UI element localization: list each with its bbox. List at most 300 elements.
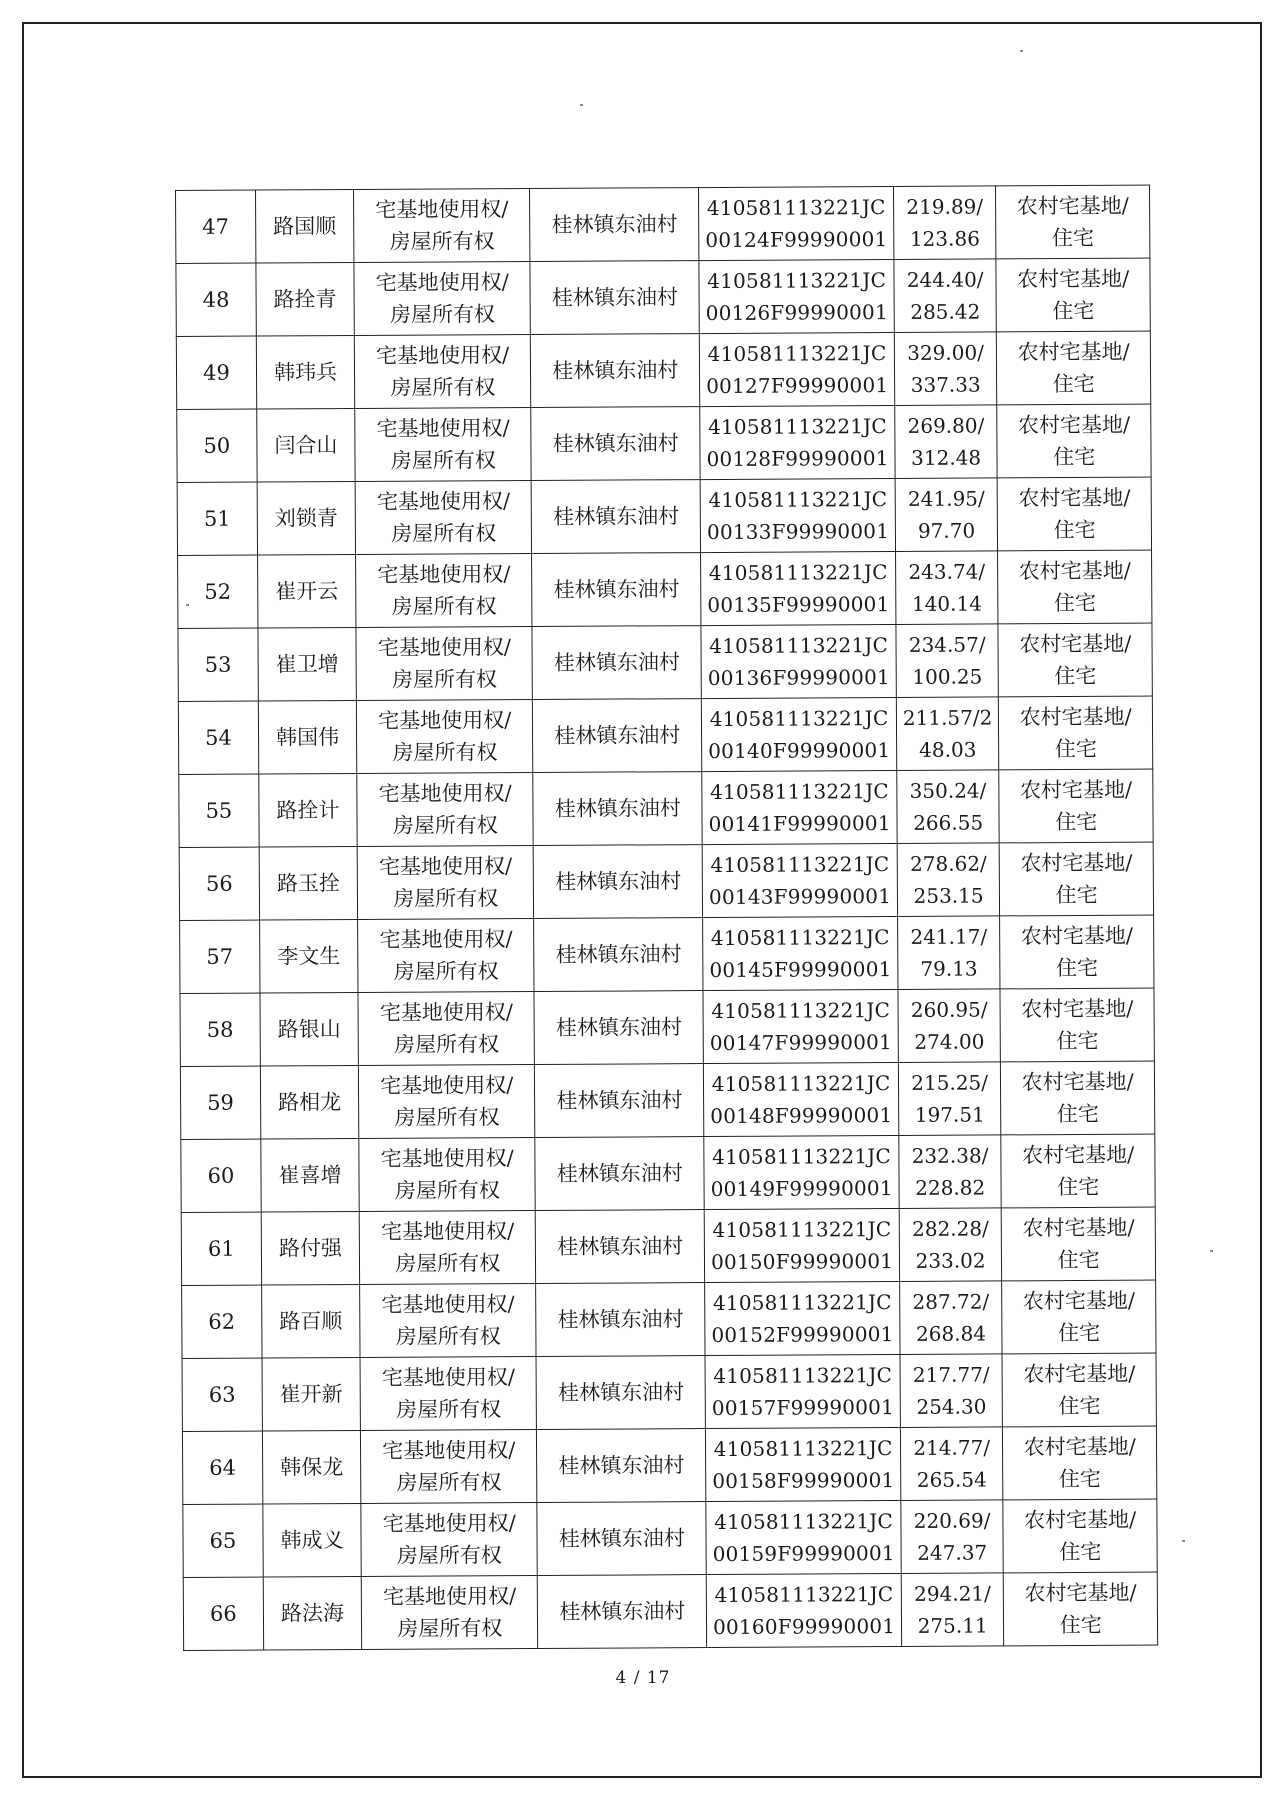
land-use-cell-line: 农村宅基地/ — [1019, 704, 1132, 730]
location-cell: 桂林镇东油村 — [534, 918, 703, 992]
area-cell — [901, 1500, 1004, 1574]
right-type-cell-line: 房屋所有权 — [390, 448, 496, 473]
right-type-cell — [356, 627, 533, 701]
unit-code-cell-line: 410581113221JC — [707, 341, 887, 367]
owner-name-cell: 崔喜增 — [261, 1138, 360, 1212]
right-type-cell — [357, 773, 534, 847]
land-use-cell-line: 住宅 — [1055, 955, 1099, 981]
area-cell — [897, 843, 1000, 917]
unit-code-cell — [699, 259, 894, 333]
land-use-cell — [1002, 1207, 1156, 1281]
row-number-cell: 58 — [180, 993, 260, 1066]
location-cell: 桂林镇东油村 — [537, 1429, 706, 1503]
land-use-cell — [1001, 1061, 1155, 1135]
unit-code-cell — [702, 697, 897, 771]
unit-code-cell-line: 00135F99990001 — [707, 592, 890, 618]
location-cell: 桂林镇东油村 — [536, 1356, 705, 1430]
right-type-cell — [361, 1502, 538, 1576]
area-cell — [897, 770, 1000, 844]
land-use-cell-line: 住宅 — [1052, 371, 1095, 397]
unit-code-cell-line: 00147F99990001 — [709, 1030, 893, 1056]
land-use-cell-line: 住宅 — [1057, 1174, 1100, 1200]
area-cell — [897, 916, 1000, 990]
land-use-cell-line: 农村宅基地/ — [1018, 485, 1131, 511]
area-cell-line: 329.00/ — [907, 340, 984, 365]
land-use-cell-line: 住宅 — [1056, 1101, 1099, 1127]
right-type-cell-line: 宅基地使用权/ — [383, 1584, 517, 1609]
unit-code-cell — [705, 1281, 900, 1355]
location-cell: 桂林镇东油村 — [531, 334, 700, 408]
owner-name-cell: 韩玮兵 — [256, 335, 355, 409]
table-row — [179, 769, 1153, 847]
area-cell — [898, 989, 1001, 1063]
right-type-cell-line: 宅基地使用权/ — [378, 781, 512, 806]
land-use-cell-line: 住宅 — [1058, 1393, 1101, 1419]
owner-name-cell: 韩国伟 — [258, 700, 357, 774]
owner-name-cell: 路国顺 — [255, 190, 354, 264]
land-use-cell — [996, 258, 1150, 332]
right-type-cell — [357, 846, 534, 920]
unit-code-cell-line: 410581113221JC — [710, 779, 889, 805]
area-cell-line: 79.13 — [920, 956, 978, 981]
land-use-cell — [1004, 1572, 1158, 1646]
land-use-cell — [998, 550, 1152, 624]
location-cell: 桂林镇东油村 — [534, 845, 703, 919]
right-type-cell — [360, 1284, 537, 1358]
unit-code-cell — [706, 1500, 901, 1574]
unit-code-cell-line: 00152F99990001 — [711, 1322, 894, 1348]
unit-code-cell — [705, 1354, 900, 1428]
area-cell-line: 269.80/ — [907, 413, 985, 438]
table-row — [182, 1353, 1156, 1431]
land-use-cell-line: 住宅 — [1053, 517, 1096, 543]
right-type-cell-line: 宅基地使用权/ — [380, 1146, 514, 1171]
land-use-cell-line: 农村宅基地/ — [1021, 1142, 1135, 1168]
land-use-cell — [1002, 1280, 1156, 1354]
page-number: 4 / 17 — [615, 1668, 671, 1688]
right-type-cell-line: 房屋所有权 — [390, 375, 496, 400]
right-type-cell-line: 宅基地使用权/ — [376, 343, 510, 368]
location-cell: 桂林镇东油村 — [530, 188, 699, 262]
table-row — [176, 185, 1150, 263]
right-type-cell-line: 宅基地使用权/ — [375, 197, 509, 222]
land-use-cell-line: 住宅 — [1053, 444, 1096, 470]
right-type-cell — [361, 1575, 538, 1649]
unit-code-cell-line: 00128F99990001 — [706, 446, 889, 472]
owner-name-cell: 路相龙 — [260, 1065, 359, 1139]
right-type-cell-line: 宅基地使用权/ — [379, 927, 513, 952]
area-cell-line: 228.82 — [915, 1175, 986, 1200]
right-type-cell — [357, 700, 534, 774]
area-cell-line: 285.42 — [910, 299, 981, 324]
land-use-cell-line: 农村宅基地/ — [1017, 339, 1130, 365]
area-cell — [896, 624, 999, 698]
land-use-cell — [1000, 988, 1154, 1062]
area-cell-line: 140.14 — [911, 591, 982, 616]
land-use-cell — [999, 842, 1153, 916]
owner-name-cell: 路法海 — [263, 1576, 362, 1650]
unit-code-cell-line: 410581113221JC — [712, 1217, 892, 1243]
area-cell-line: 241.17/ — [910, 924, 988, 949]
right-type-cell-line: 房屋所有权 — [394, 1178, 500, 1203]
right-type-cell — [354, 262, 531, 336]
area-cell-line: 254.30 — [916, 1394, 987, 1419]
unit-code-cell-line: 00126F99990001 — [705, 300, 888, 326]
unit-code-cell-line: 00143F99990001 — [708, 884, 892, 910]
row-number-cell: 54 — [178, 701, 258, 774]
area-cell — [896, 697, 999, 771]
land-use-cell-line: 住宅 — [1058, 1466, 1101, 1492]
scan-speck — [1020, 50, 1023, 52]
unit-code-cell — [707, 1573, 902, 1647]
right-type-cell-line: 房屋所有权 — [393, 959, 499, 984]
land-use-cell — [997, 404, 1151, 478]
unit-code-cell-line: 00127F99990001 — [706, 373, 889, 399]
right-type-cell-line: 房屋所有权 — [396, 1470, 502, 1495]
land-use-cell-line: 住宅 — [1055, 809, 1098, 835]
land-use-cell-line: 农村宅基地/ — [1017, 266, 1130, 292]
row-number-cell: 59 — [180, 1066, 260, 1139]
land-use-cell — [999, 769, 1153, 843]
unit-code-cell-line: 00149F99990001 — [710, 1176, 893, 1202]
land-use-cell-line: 住宅 — [1056, 1028, 1099, 1054]
table-row — [177, 404, 1151, 482]
land-use-cell-line: 农村宅基地/ — [1021, 996, 1134, 1022]
unit-code-cell-line: 410581113221JC — [707, 414, 887, 440]
table-row — [178, 696, 1152, 774]
area-cell — [894, 332, 997, 406]
unit-code-cell — [700, 332, 895, 406]
area-cell — [895, 405, 998, 479]
unit-code-cell — [701, 624, 896, 698]
land-use-cell-line: 住宅 — [1054, 736, 1097, 762]
right-type-cell-line: 宅基地使用权/ — [380, 1219, 515, 1244]
unit-code-cell-line: 410581113221JC — [710, 925, 890, 951]
right-type-cell-line: 宅基地使用权/ — [377, 635, 511, 660]
area-cell — [900, 1354, 1003, 1428]
land-use-cell — [997, 477, 1151, 551]
unit-code-cell — [700, 478, 895, 552]
area-cell-line: 211.57/2 — [902, 705, 993, 730]
row-number-cell: 63 — [182, 1358, 262, 1431]
unit-code-cell-line: 00133F99990001 — [706, 519, 890, 545]
right-type-cell-line: 房屋所有权 — [396, 1397, 502, 1422]
right-type-cell-line: 房屋所有权 — [392, 813, 498, 838]
land-use-cell-line: 农村宅基地/ — [1021, 1069, 1134, 1095]
area-cell-line: 260.95/ — [910, 997, 988, 1022]
owner-name-cell: 闫合山 — [257, 408, 356, 482]
area-cell-line: 100.25 — [912, 664, 983, 689]
row-number-cell: 51 — [177, 482, 257, 555]
unit-code-cell — [699, 186, 894, 260]
unit-code-cell — [701, 551, 896, 625]
land-use-cell-line: 农村宅基地/ — [1019, 777, 1133, 803]
location-cell: 桂林镇东油村 — [531, 480, 700, 554]
land-use-cell-line: 农村宅基地/ — [1016, 193, 1129, 219]
area-cell — [899, 1208, 1002, 1282]
owner-name-cell: 刘锁青 — [257, 481, 356, 555]
right-type-cell — [360, 1357, 537, 1431]
unit-code-cell-line: 00148F99990001 — [710, 1103, 893, 1129]
table-row — [176, 331, 1150, 409]
area-cell — [895, 478, 998, 552]
unit-code-cell-line: 410581113221JC — [709, 706, 889, 732]
area-cell-line: 234.57/ — [908, 632, 986, 657]
right-type-cell-line: 宅基地使用权/ — [380, 1073, 514, 1098]
unit-code-cell-line: 410581113221JC — [712, 1144, 892, 1170]
area-cell-line: 241.95/ — [907, 486, 985, 511]
right-type-cell-line: 房屋所有权 — [396, 1543, 502, 1568]
right-type-cell-line: 宅基地使用权/ — [381, 1365, 515, 1390]
right-type-cell-line: 宅基地使用权/ — [376, 489, 511, 514]
land-use-cell-line: 住宅 — [1054, 663, 1097, 689]
land-use-cell-line: 农村宅基地/ — [1017, 412, 1131, 438]
right-type-cell — [359, 1065, 536, 1139]
area-cell-line: 232.38/ — [911, 1143, 989, 1168]
location-cell: 桂林镇东油村 — [533, 772, 702, 846]
area-cell-line: 244.40/ — [906, 267, 984, 292]
unit-code-cell — [700, 405, 895, 479]
row-number-cell: 61 — [181, 1212, 261, 1285]
unit-code-cell — [702, 843, 897, 917]
property-rights-table — [175, 185, 1158, 1651]
right-type-cell-line: 宅基地使用权/ — [378, 854, 513, 879]
unit-code-cell-line: 410581113221JC — [714, 1582, 894, 1608]
unit-code-cell-line: 410581113221JC — [713, 1363, 893, 1389]
right-type-cell-line: 房屋所有权 — [394, 1105, 500, 1130]
area-cell-line: 278.62/ — [909, 851, 987, 876]
location-cell: 桂林镇东油村 — [531, 407, 700, 481]
owner-name-cell: 崔开云 — [257, 554, 356, 628]
table-row — [182, 1426, 1156, 1504]
unit-code-cell-line: 00124F99990001 — [705, 227, 888, 253]
land-use-cell — [999, 696, 1153, 770]
right-type-cell-line: 房屋所有权 — [395, 1251, 501, 1276]
owner-name-cell: 路银山 — [260, 992, 359, 1066]
scan-speck — [580, 104, 583, 106]
area-cell-line: 233.02 — [915, 1248, 986, 1273]
area-cell-line: 197.51 — [914, 1102, 985, 1127]
unit-code-cell-line: 00140F99990001 — [708, 738, 891, 764]
area-cell-line: 247.37 — [917, 1540, 988, 1565]
unit-code-cell-line: 00157F99990001 — [711, 1395, 895, 1421]
right-type-cell-line: 宅基地使用权/ — [382, 1511, 516, 1536]
unit-code-cell — [706, 1427, 901, 1501]
row-number-cell: 49 — [176, 336, 256, 409]
area-cell — [898, 1062, 1001, 1136]
row-number-cell: 48 — [176, 263, 256, 336]
land-use-cell — [996, 185, 1150, 259]
unit-code-cell-line: 00150F99990001 — [710, 1249, 894, 1275]
area-cell — [893, 186, 996, 260]
right-type-cell — [361, 1429, 538, 1503]
unit-code-cell — [702, 770, 897, 844]
land-use-cell-line: 农村宅基地/ — [1018, 558, 1131, 584]
area-cell — [900, 1427, 1003, 1501]
right-type-cell — [359, 1138, 536, 1212]
unit-code-cell — [704, 1062, 899, 1136]
right-type-cell-line: 房屋所有权 — [391, 594, 497, 619]
unit-code-cell — [704, 1135, 899, 1209]
land-use-cell — [997, 331, 1151, 405]
land-use-cell-line: 农村宅基地/ — [1024, 1507, 1137, 1533]
right-type-cell — [355, 335, 532, 409]
owner-name-cell: 韩成义 — [263, 1503, 362, 1577]
unit-code-cell-line: 410581113221JC — [707, 268, 887, 294]
area-cell-line: 243.74/ — [908, 559, 986, 584]
right-type-cell — [355, 481, 532, 555]
right-type-cell — [354, 189, 531, 263]
land-use-cell-line: 农村宅基地/ — [1023, 1361, 1136, 1387]
table-row — [179, 842, 1153, 920]
scan-speck — [1210, 1250, 1213, 1252]
row-number-cell: 50 — [177, 409, 257, 482]
owner-name-cell: 崔卫增 — [258, 627, 357, 701]
right-type-cell-line: 宅基地使用权/ — [375, 270, 509, 295]
unit-code-cell — [703, 916, 898, 990]
unit-code-cell-line: 410581113221JC — [706, 195, 886, 221]
area-cell-line: 48.03 — [919, 737, 977, 762]
unit-code-cell-line: 410581113221JC — [711, 998, 891, 1024]
right-type-cell — [358, 992, 535, 1066]
location-cell: 桂林镇东油村 — [534, 991, 703, 1065]
unit-code-cell — [703, 989, 898, 1063]
land-use-cell-line: 农村宅基地/ — [1022, 1288, 1135, 1314]
right-type-cell-line: 房屋所有权 — [393, 1032, 500, 1057]
location-cell: 桂林镇东油村 — [538, 1575, 707, 1649]
location-cell: 桂林镇东油村 — [537, 1502, 706, 1576]
land-use-cell-line: 住宅 — [1059, 1612, 1102, 1638]
row-number-cell: 62 — [182, 1285, 262, 1358]
right-type-cell-line: 房屋所有权 — [391, 667, 498, 692]
area-cell-line: 275.11 — [917, 1613, 988, 1638]
area-cell-line: 312.48 — [911, 445, 982, 470]
row-number-cell: 60 — [181, 1139, 261, 1212]
right-type-cell-line: 宅基地使用权/ — [379, 1000, 513, 1025]
right-type-cell-line: 宅基地使用权/ — [382, 1438, 516, 1463]
table-row — [181, 1134, 1155, 1212]
land-use-cell — [1002, 1353, 1156, 1427]
area-cell-line: 253.15 — [913, 883, 984, 908]
land-use-cell-line: 农村宅基地/ — [1020, 923, 1133, 949]
land-use-cell-line: 农村宅基地/ — [1024, 1580, 1137, 1606]
land-use-cell — [1000, 915, 1154, 989]
land-use-cell-line: 农村宅基地/ — [1022, 1215, 1135, 1241]
area-cell-line: 287.72/ — [912, 1289, 990, 1314]
unit-code-cell-line: 410581113221JC — [710, 852, 890, 878]
location-cell: 桂林镇东油村 — [530, 261, 699, 335]
area-cell — [895, 551, 998, 625]
unit-code-cell-line: 00158F99990001 — [712, 1468, 895, 1494]
right-type-cell-line: 房屋所有权 — [389, 229, 495, 254]
land-use-cell-line: 住宅 — [1057, 1247, 1100, 1273]
right-type-cell — [356, 554, 533, 628]
location-cell: 桂林镇东油村 — [535, 1137, 704, 1211]
location-cell: 桂林镇东油村 — [535, 1064, 704, 1138]
land-use-cell — [1003, 1499, 1157, 1573]
area-cell-line: 337.33 — [910, 372, 981, 397]
row-number-cell: 64 — [182, 1431, 262, 1504]
table-row — [182, 1280, 1156, 1358]
table-row — [181, 1207, 1155, 1285]
unit-code-cell — [705, 1208, 900, 1282]
owner-name-cell: 路拴计 — [259, 773, 358, 847]
unit-code-cell-line: 410581113221JC — [708, 560, 888, 586]
area-cell-line: 215.25/ — [911, 1070, 989, 1095]
row-number-cell: 47 — [176, 190, 256, 263]
location-cell: 桂林镇东油村 — [533, 699, 702, 773]
right-type-cell — [355, 408, 532, 482]
area-cell-line: 268.84 — [915, 1321, 987, 1346]
owner-name-cell: 路拴青 — [256, 263, 355, 337]
land-use-cell-line: 住宅 — [1052, 298, 1095, 324]
land-use-cell-line: 住宅 — [1057, 1320, 1101, 1346]
location-cell: 桂林镇东油村 — [536, 1283, 705, 1357]
table-row — [178, 623, 1152, 701]
area-cell-line: 217.77/ — [912, 1362, 990, 1387]
right-type-cell-line: 房屋所有权 — [395, 1324, 501, 1349]
area-cell-line: 123.86 — [909, 226, 980, 251]
unit-code-cell-line: 410581113221JC — [712, 1290, 892, 1316]
right-type-cell-line: 宅基地使用权/ — [378, 708, 512, 733]
location-cell: 桂林镇东油村 — [536, 1210, 705, 1284]
owner-name-cell: 路百顺 — [261, 1284, 360, 1358]
land-use-cell — [1003, 1426, 1157, 1500]
land-use-cell — [998, 623, 1152, 697]
land-use-cell-line: 农村宅基地/ — [1019, 631, 1132, 657]
row-number-cell: 55 — [179, 774, 259, 847]
row-number-cell: 57 — [180, 920, 260, 993]
area-cell-line: 282.28/ — [912, 1216, 989, 1241]
right-type-cell-line: 宅基地使用权/ — [376, 416, 510, 441]
table-row — [178, 550, 1152, 628]
unit-code-cell-line: 00145F99990001 — [709, 957, 892, 983]
unit-code-cell-line: 410581113221JC — [714, 1509, 894, 1535]
right-type-cell-line: 宅基地使用权/ — [377, 562, 511, 587]
row-number-cell: 56 — [179, 847, 259, 920]
land-use-cell-line: 住宅 — [1053, 590, 1097, 616]
table-row — [180, 988, 1154, 1066]
row-number-cell: 65 — [183, 1504, 263, 1577]
row-number-cell: 53 — [178, 628, 258, 701]
right-type-cell — [358, 919, 535, 993]
unit-code-cell-line: 00141F99990001 — [708, 811, 891, 837]
row-number-cell: 52 — [178, 555, 258, 628]
unit-code-cell-line: 00159F99990001 — [712, 1541, 895, 1567]
area-cell — [900, 1281, 1003, 1355]
land-use-cell-line: 住宅 — [1059, 1539, 1102, 1565]
location-cell: 桂林镇东油村 — [532, 626, 701, 700]
area-cell — [899, 1135, 1002, 1209]
owner-name-cell: 李文生 — [259, 919, 358, 993]
land-use-cell-line: 住宅 — [1051, 225, 1095, 251]
land-use-cell-line: 农村宅基地/ — [1020, 850, 1133, 876]
right-type-cell-line: 房屋所有权 — [393, 886, 499, 911]
unit-code-cell-line: 00136F99990001 — [707, 665, 890, 691]
area-cell-line: 266.55 — [913, 810, 984, 835]
table-row — [183, 1572, 1157, 1650]
owner-name-cell: 路付强 — [261, 1211, 360, 1285]
area-cell-line: 220.69/ — [913, 1508, 991, 1533]
area-cell-line: 214.77/ — [913, 1435, 991, 1460]
unit-code-cell-line: 410581113221JC — [711, 1071, 891, 1097]
table-row — [176, 258, 1150, 336]
scan-speck — [1182, 1540, 1185, 1542]
unit-code-cell-line: 00160F99990001 — [713, 1614, 896, 1640]
land-use-cell — [1001, 1134, 1155, 1208]
land-use-cell-line: 住宅 — [1055, 882, 1098, 908]
table-row — [177, 477, 1151, 555]
